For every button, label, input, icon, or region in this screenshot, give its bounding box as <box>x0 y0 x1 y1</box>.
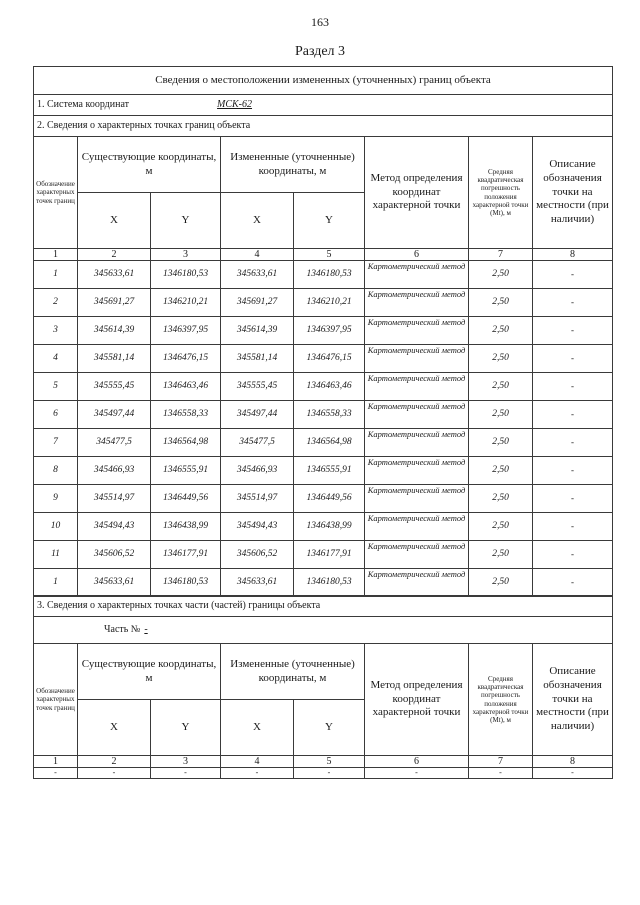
x-existing-cell: 345497,44 <box>78 401 151 429</box>
accuracy-cell: 2,50 <box>469 373 533 401</box>
x-existing-cell: 345633,61 <box>78 569 151 597</box>
description-cell: - <box>533 345 613 373</box>
description-cell: - <box>533 401 613 429</box>
accuracy-cell: 2,50 <box>469 401 533 429</box>
column-number-row <box>34 756 613 768</box>
point-id-cell: 9 <box>34 485 78 513</box>
table-row <box>34 373 613 401</box>
description-cell: - <box>533 317 613 345</box>
point-id-cell: 2 <box>34 289 78 317</box>
y-existing-cell: 1346438,99 <box>151 513 221 541</box>
header-x-existing: X <box>78 700 151 756</box>
y-changed-cell: 1346558,33 <box>294 401 365 429</box>
section2-title: 2. Сведения о характерных точках границ объекта <box>34 116 613 137</box>
empty-row <box>34 768 613 779</box>
y-changed-cell: 1346555,91 <box>294 457 365 485</box>
header-y-changed: Y <box>294 700 365 756</box>
table-row <box>34 569 613 597</box>
point-id-cell: 11 <box>34 541 78 569</box>
column-number: 7 <box>469 249 533 261</box>
x-changed-cell: 345633,61 <box>221 569 294 597</box>
method-cell: Картометрический метод <box>365 289 469 317</box>
part-row <box>34 617 613 644</box>
coord-system-row <box>34 95 613 116</box>
y-existing-cell: 1346564,98 <box>151 429 221 457</box>
header-changed: Измененные (уточненные) координаты, м <box>221 137 365 193</box>
header-x-changed: X <box>221 700 294 756</box>
header-accuracy: Средняя квадратическая погрешность положения характерной точки (Mt), м <box>469 137 533 249</box>
point-id-cell: 1 <box>34 261 78 289</box>
table-row <box>34 457 613 485</box>
description-cell: - <box>533 513 613 541</box>
y-changed-cell: 1346210,21 <box>294 289 365 317</box>
method-cell: Картометрический метод <box>365 457 469 485</box>
point-id-cell: 6 <box>34 401 78 429</box>
y-existing-cell: 1346463,46 <box>151 373 221 401</box>
method-cell: Картометрический метод <box>365 569 469 597</box>
x-existing-cell: 345514,97 <box>78 485 151 513</box>
header-x-existing: X <box>78 193 151 249</box>
x-existing-cell: 345633,61 <box>78 261 151 289</box>
column-number: 4 <box>221 249 294 261</box>
table-row <box>34 401 613 429</box>
accuracy-cell: 2,50 <box>469 541 533 569</box>
column-number: 3 <box>151 756 221 768</box>
point-id-cell: 5 <box>34 373 78 401</box>
table-row <box>34 541 613 569</box>
method-cell: Картометрический метод <box>365 261 469 289</box>
point-id-cell: 3 <box>34 317 78 345</box>
x-changed-cell: 345477,5 <box>221 429 294 457</box>
y-changed-cell: 1346397,95 <box>294 317 365 345</box>
column-number: 1 <box>34 756 78 768</box>
coord-system-value: МСК-62 <box>217 99 253 111</box>
empty-cell: - <box>78 768 151 779</box>
section-title: Раздел 3 <box>294 44 346 59</box>
header-existing: Существующие координаты, м <box>78 644 221 700</box>
header-description: Описание обозначения точки на местности (при наличии) <box>533 137 613 249</box>
accuracy-cell: 2,50 <box>469 569 533 597</box>
accuracy-cell: 2,50 <box>469 345 533 373</box>
accuracy-cell: 2,50 <box>469 317 533 345</box>
x-changed-cell: 345691,27 <box>221 289 294 317</box>
y-changed-cell: 1346177,91 <box>294 541 365 569</box>
table-row <box>34 513 613 541</box>
point-id-cell: 4 <box>34 345 78 373</box>
x-existing-cell: 345477,5 <box>78 429 151 457</box>
y-changed-cell: 1346564,98 <box>294 429 365 457</box>
empty-cell: - <box>34 768 78 779</box>
x-changed-cell: 345497,44 <box>221 401 294 429</box>
y-existing-cell: 1346476,15 <box>151 345 221 373</box>
x-changed-cell: 345581,14 <box>221 345 294 373</box>
column-number: 5 <box>294 756 365 768</box>
method-cell: Картометрический метод <box>365 401 469 429</box>
empty-cell: - <box>469 768 533 779</box>
table-row <box>34 261 613 289</box>
y-existing-cell: 1346180,53 <box>151 569 221 597</box>
description-cell: - <box>533 373 613 401</box>
header-changed: Измененные (уточненные) координаты, м <box>221 644 365 700</box>
y-existing-cell: 1346210,21 <box>151 289 221 317</box>
column-number: 7 <box>469 756 533 768</box>
column-number: 2 <box>78 249 151 261</box>
table-row <box>34 485 613 513</box>
table-row <box>34 345 613 373</box>
description-cell: - <box>533 289 613 317</box>
x-existing-cell: 345691,27 <box>78 289 151 317</box>
table-row <box>34 289 613 317</box>
y-changed-cell: 1346476,15 <box>294 345 365 373</box>
header-designation: Обозначение характерных точек границ <box>34 137 78 249</box>
x-changed-cell: 345555,45 <box>221 373 294 401</box>
y-changed-cell: 1346463,46 <box>294 373 365 401</box>
y-existing-cell: 1346558,33 <box>151 401 221 429</box>
header-method: Метод определения координат характерной точки <box>365 137 469 249</box>
section3-title: 3. Сведения о характерных точках части (частей) границы объекта <box>34 596 613 617</box>
column-number: 6 <box>365 756 469 768</box>
method-cell: Картометрический метод <box>365 345 469 373</box>
header-y-existing: Y <box>151 700 221 756</box>
y-changed-cell: 1346449,56 <box>294 485 365 513</box>
description-cell: - <box>533 457 613 485</box>
description-cell: - <box>533 569 613 597</box>
table-title: Сведения о местоположении измененных (уточненных) границ объекта <box>34 67 613 95</box>
column-number: 8 <box>533 249 613 261</box>
y-changed-cell: 1346438,99 <box>294 513 365 541</box>
boundary-points-table <box>33 66 613 597</box>
method-cell: Картометрический метод <box>365 429 469 457</box>
x-changed-cell: 345614,39 <box>221 317 294 345</box>
column-number: 4 <box>221 756 294 768</box>
description-cell: - <box>533 541 613 569</box>
x-changed-cell: 345514,97 <box>221 485 294 513</box>
header-y-existing: Y <box>151 193 221 249</box>
empty-cell: - <box>533 768 613 779</box>
accuracy-cell: 2,50 <box>469 513 533 541</box>
accuracy-cell: 2,50 <box>469 457 533 485</box>
method-cell: Картометрический метод <box>365 317 469 345</box>
point-id-cell: 8 <box>34 457 78 485</box>
coord-system-label: 1. Система координат <box>37 99 130 111</box>
x-changed-cell: 345494,43 <box>221 513 294 541</box>
accuracy-cell: 2,50 <box>469 485 533 513</box>
header-accuracy: Средняя квадратическая погрешность положения характерной точки (Mt), м <box>469 644 533 756</box>
method-cell: Картометрический метод <box>365 485 469 513</box>
column-number-row <box>34 249 613 261</box>
column-number: 6 <box>365 249 469 261</box>
table-row <box>34 317 613 345</box>
point-id-cell: 10 <box>34 513 78 541</box>
x-existing-cell: 345555,45 <box>78 373 151 401</box>
header-existing: Существующие координаты, м <box>78 137 221 193</box>
column-number: 8 <box>533 756 613 768</box>
method-cell: Картометрический метод <box>365 541 469 569</box>
y-existing-cell: 1346555,91 <box>151 457 221 485</box>
x-existing-cell: 345606,52 <box>78 541 151 569</box>
x-existing-cell: 345581,14 <box>78 345 151 373</box>
page-number: 163 <box>311 15 329 29</box>
column-number: 1 <box>34 249 78 261</box>
y-existing-cell: 1346449,56 <box>151 485 221 513</box>
method-cell: Картометрический метод <box>365 373 469 401</box>
column-number: 5 <box>294 249 365 261</box>
column-number: 2 <box>78 756 151 768</box>
empty-cell: - <box>294 768 365 779</box>
header-designation: Обозначение характерных точек границ <box>34 644 78 756</box>
part-value: - <box>144 624 148 636</box>
header-description: Описание обозначения точки на местности (при наличии) <box>533 644 613 756</box>
x-changed-cell: 345466,93 <box>221 457 294 485</box>
header-x-changed: X <box>221 193 294 249</box>
y-existing-cell: 1346177,91 <box>151 541 221 569</box>
y-existing-cell: 1346180,53 <box>151 261 221 289</box>
empty-cell: - <box>151 768 221 779</box>
part-points-table <box>33 595 613 779</box>
point-id-cell: 1 <box>34 569 78 597</box>
x-existing-cell: 345494,43 <box>78 513 151 541</box>
x-existing-cell: 345466,93 <box>78 457 151 485</box>
x-existing-cell: 345614,39 <box>78 317 151 345</box>
part-label: Часть № <box>104 624 141 636</box>
point-id-cell: 7 <box>34 429 78 457</box>
y-changed-cell: 1346180,53 <box>294 261 365 289</box>
accuracy-cell: 2,50 <box>469 289 533 317</box>
description-cell: - <box>533 485 613 513</box>
description-cell: - <box>533 429 613 457</box>
accuracy-cell: 2,50 <box>469 261 533 289</box>
empty-cell: - <box>365 768 469 779</box>
accuracy-cell: 2,50 <box>469 429 533 457</box>
header-y-changed: Y <box>294 193 365 249</box>
column-number: 3 <box>151 249 221 261</box>
description-cell: - <box>533 261 613 289</box>
table-row <box>34 429 613 457</box>
method-cell: Картометрический метод <box>365 513 469 541</box>
x-changed-cell: 345633,61 <box>221 261 294 289</box>
y-existing-cell: 1346397,95 <box>151 317 221 345</box>
empty-cell: - <box>221 768 294 779</box>
header-method: Метод определения координат характерной точки <box>365 644 469 756</box>
x-changed-cell: 345606,52 <box>221 541 294 569</box>
y-changed-cell: 1346180,53 <box>294 569 365 597</box>
